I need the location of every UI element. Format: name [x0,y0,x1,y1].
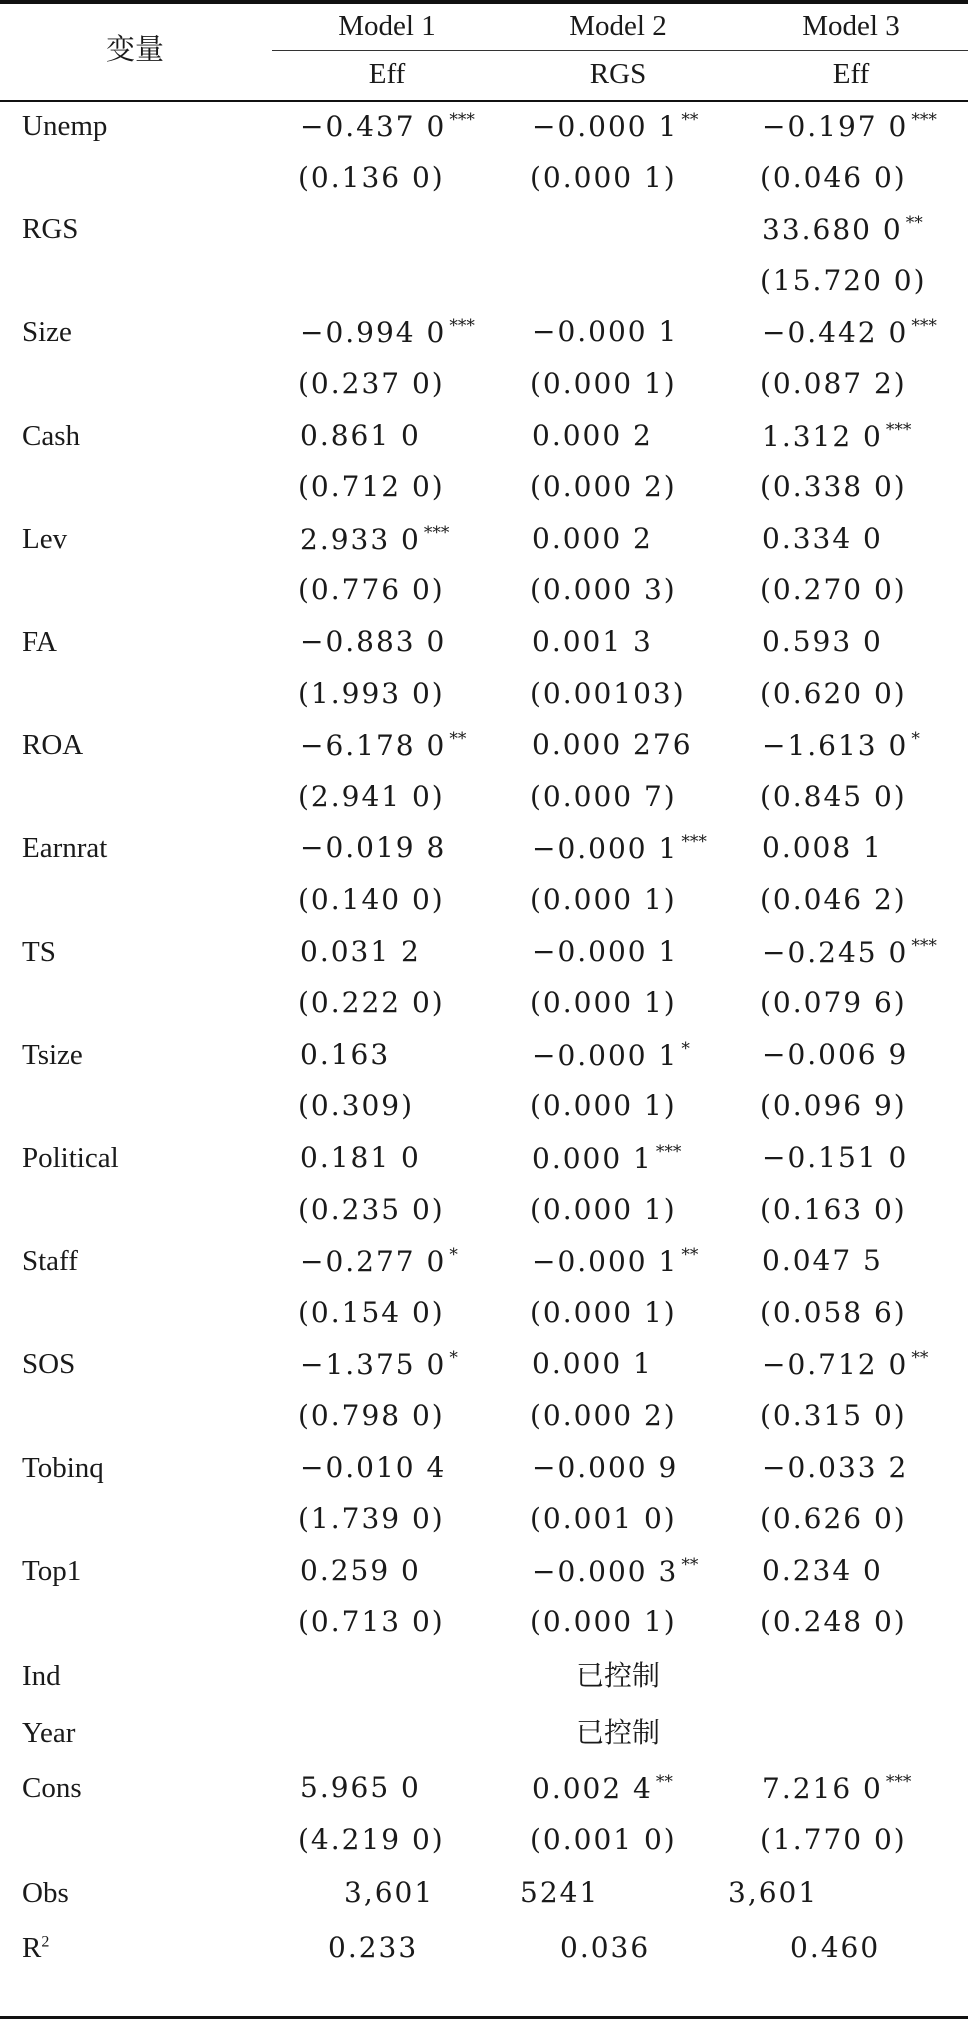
dependent-2-header: RGS [589,58,647,90]
coef-value: 0.234 0 [762,1553,883,1587]
table-row-se: (0.087 2) [760,367,907,400]
table-row-se: (0.046 2) [760,883,907,916]
table-row-se: (0.620 0) [760,676,907,710]
significance-stars: ** [681,110,699,130]
significance-stars: *** [911,935,937,956]
cons-row-se: (4.219 0) [298,1822,445,1856]
coef-value: 0.008 1 [762,831,883,865]
coef-value: 0.000 1 [532,1347,653,1381]
table-row-se: (0.000 1) [530,1605,677,1639]
header-mid-rule [272,50,968,51]
table-row-coef [762,1553,883,1587]
table-row-coef [532,1347,653,1381]
table-row-coef [762,1450,909,1484]
coef-value: −6.178 0 [300,729,447,763]
coef-value: 0.000 2 [532,418,653,452]
table-row-se: (1.993 0) [298,676,445,710]
variable-name: Top1 [22,1554,82,1587]
table-row-se: (0.046 0) [760,160,907,194]
table-row-se: (0.000 1) [530,986,677,1020]
table-row-coef [532,1450,679,1484]
control-name: Year [22,1717,76,1749]
r2-label [22,1934,49,1963]
table-row-coef [532,1245,699,1279]
table-row-coef [762,521,883,555]
coef-value: 0.031 2 [300,934,421,968]
significance-stars: *** [911,316,937,337]
coef-value: −0.197 0 [762,110,909,143]
variable-name: Earnrat [22,832,108,865]
coef-value: −0.019 8 [300,831,447,865]
coef-value: −0.000 1 [532,832,679,866]
coef-value: 0.001 3 [532,625,653,658]
table-row-coef [300,1245,458,1279]
table-row-se: (0.776 0) [298,573,445,607]
table-row-coef [762,112,937,141]
variable-name: SOS [22,1348,76,1381]
table-row-coef [300,625,447,658]
table-row-coef [762,935,937,969]
variable-name: Political [22,1142,119,1174]
table-row-coef [300,1348,458,1382]
r2-superscript: 2 [41,1933,50,1951]
table-row-coef [300,1450,447,1484]
table-row-coef [300,112,475,141]
variable-name: Unemp [22,110,108,142]
variable-name: Size [22,316,72,349]
table-row-se: (0.000 2) [530,1399,677,1432]
table-row-se: (0.338 0) [760,470,907,504]
variable-header: 变量 [105,34,164,66]
significance-stars: *** [449,110,475,130]
variable-name: Cons [22,1772,82,1804]
coef-value: 0.593 0 [762,625,883,658]
table-row-se: (0.058 6) [760,1295,907,1329]
r2-value: 0.460 [790,1931,881,1965]
table-row-coef [532,1554,699,1588]
coef-value: −0.000 1 [532,110,679,143]
table-row-coef [532,112,698,141]
table-row-se: (0.309) [298,1089,415,1123]
significance-stars: *** [885,419,912,440]
table-row-coef [762,419,912,453]
table-row-se: (15.720 0) [760,263,927,297]
coef-value: 0.000 276 [532,728,693,762]
coef-value: −1.613 0 [762,729,909,763]
coef-value: −0.151 0 [762,1141,909,1174]
table-row-se: (0.000 1) [530,1295,677,1329]
table-row-se: (0.140 0) [298,883,445,916]
table-row-se: (0.000 7) [530,779,677,813]
coef-value: 0.163 [300,1037,391,1071]
obs-label: Obs [22,1877,69,1910]
coef-value: −0.000 1 [532,934,679,968]
coef-value: 0.002 4 [532,1772,653,1805]
significance-stars: * [911,729,920,750]
table-row-se: (0.000 1) [530,1089,677,1123]
coef-value: 0.334 0 [762,521,883,555]
table-row-se: (0.000 1) [530,1192,677,1226]
coef-value: −0.000 3 [532,1554,679,1588]
table-row-se: (0.713 0) [298,1605,445,1639]
variable-name: Tobinq [22,1451,104,1484]
coef-value: −0.442 0 [762,316,909,350]
table-row-se: (0.163 0) [760,1192,907,1226]
coef-value: −0.033 2 [762,1450,909,1484]
model-1-header: Model 1 [338,10,436,42]
table-row-se: (0.237 0) [298,367,445,400]
significance-stars: *** [911,110,937,130]
table-row-coef [532,1144,681,1173]
cons-row-coef [300,1771,421,1804]
variable-name: FA [22,626,57,658]
coef-value: −1.375 0 [300,1348,447,1382]
coef-value: −0.245 0 [762,935,909,969]
obs-value: 3,601 [728,1876,819,1910]
table-row-coef [532,1038,690,1072]
table-row-coef [762,1348,929,1382]
table-row-coef [762,831,883,865]
coef-value: −0.277 0 [300,1245,447,1279]
r2-value: 0.233 [328,1931,419,1965]
coef-value: −0.437 0 [300,110,447,143]
coef-value: −0.994 0 [300,316,447,350]
significance-stars: ** [449,729,467,750]
coef-value: 0.000 1 [532,1142,653,1175]
table-row-se: (0.154 0) [298,1295,445,1329]
bottom-rule [0,2016,968,2019]
variable-name: Lev [22,522,68,555]
header-bottom-rule [0,100,968,102]
coef-value: −0.000 1 [532,1245,679,1279]
table-row-se: (2.941 0) [298,779,445,813]
significance-stars: * [681,1038,690,1059]
table-row-coef [762,1141,909,1174]
table-row-se: (1.739 0) [298,1502,445,1536]
variable-name: Staff [22,1245,78,1278]
table-row-se: (0.000 1) [530,367,677,400]
cons-row-coef [532,1774,673,1803]
table-row-coef [300,316,475,350]
significance-stars: *** [449,316,475,337]
coef-value: −0.000 1 [532,1038,679,1072]
variable-name: RGS [22,213,79,246]
coef-value: 7.216 0 [762,1772,883,1805]
coef-value: 5.965 0 [300,1771,421,1804]
table-row-se: (0.798 0) [298,1399,445,1432]
table-row-se: (0.000 1) [530,883,677,916]
variable-name: TS [22,935,56,968]
variable-name: Tsize [22,1038,83,1071]
table-row-coef [532,315,679,349]
table-row-se: (0.079 6) [760,986,907,1020]
table-row-coef [300,1037,391,1071]
table-row-se: (0.235 0) [298,1192,445,1226]
cons-row-se: (1.770 0) [760,1822,907,1856]
table-row-coef [300,1141,421,1174]
obs-value: 3,601 [344,1876,435,1910]
table-row-coef [532,418,653,452]
table-row-se: (0.845 0) [760,779,907,813]
coef-value: −0.883 0 [300,625,447,658]
table-row-se: (0.136 0) [298,160,445,194]
variable-name: ROA [22,729,84,762]
table-row-coef [762,1037,909,1071]
table-row-coef [762,625,883,658]
table-row-coef [300,934,421,968]
table-row-se: (0.000 1) [530,160,677,194]
obs-value: 5241 [520,1876,600,1910]
table-row-se: (0.000 3) [530,573,677,607]
coef-value: −0.000 1 [532,315,679,349]
table-row-coef [532,625,653,658]
table-row-coef [762,1244,883,1278]
table-row-se: (0.096 9) [760,1089,907,1123]
table-row-coef [300,831,447,865]
table-row-se: (0.712 0) [298,470,445,504]
table-row-coef [300,1553,421,1587]
table-row-coef [762,213,923,247]
cons-row-coef [762,1774,911,1803]
control-name: Ind [22,1660,61,1692]
table-row-se: (0.248 0) [760,1605,907,1639]
r2-value: 0.036 [560,1931,651,1965]
significance-stars: *** [885,1772,912,1792]
control-value: 已控制 [575,1716,660,1749]
coef-value: 0.000 2 [532,521,653,555]
coef-value: −0.712 0 [762,1348,909,1382]
significance-stars: *** [423,522,450,543]
coef-value: 33.680 0 [762,213,903,247]
significance-stars: ** [681,1245,699,1266]
significance-stars: *** [681,832,707,853]
significance-stars: * [449,1245,458,1266]
table-row-coef [532,728,693,762]
table-row-se: (0.626 0) [760,1502,907,1536]
table-row-coef [300,522,450,556]
table-row-se: (0.270 0) [760,573,907,607]
variable-name: Cash [22,419,80,452]
coef-value: 0.181 0 [300,1141,421,1174]
coef-value: −0.006 9 [762,1037,909,1071]
r2-label-text: R [22,1932,42,1965]
coef-value: 0.047 5 [762,1244,883,1278]
table-row-coef [300,418,421,452]
coef-value: 0.861 0 [300,418,421,452]
table-row-coef [762,316,937,350]
table-row-coef [532,521,653,555]
significance-stars: ** [905,213,923,234]
table-row-se: (0.001 0) [530,1502,677,1536]
table-row-se: (0.222 0) [298,986,445,1020]
dependent-3-header: Eff [832,58,870,90]
table-row-coef [300,729,467,763]
coef-value: −0.000 9 [532,1450,679,1484]
table-row-coef [762,729,920,763]
dependent-1-header: Eff [368,58,406,90]
coef-value: 2.933 0 [300,522,421,556]
table-row-coef [532,832,707,866]
top-rule [0,0,968,4]
control-value: 已控制 [575,1659,660,1692]
coef-value: 1.312 0 [762,419,883,453]
coef-value: 0.259 0 [300,1553,421,1587]
model-3-header: Model 3 [802,10,900,42]
significance-stars: ** [911,1348,929,1369]
coef-value: −0.010 4 [300,1450,447,1484]
cons-row-se: (0.001 0) [530,1822,677,1856]
table-row-se: (0.000 2) [530,470,677,504]
table-row-coef [532,934,679,968]
significance-stars: * [449,1348,458,1369]
significance-stars: ** [681,1554,699,1575]
table-row-se: (0.315 0) [760,1399,907,1432]
model-2-header: Model 2 [569,10,667,42]
significance-stars: ** [655,1772,673,1792]
table-row-se: (0.00103) [530,676,686,710]
significance-stars: *** [655,1142,682,1162]
